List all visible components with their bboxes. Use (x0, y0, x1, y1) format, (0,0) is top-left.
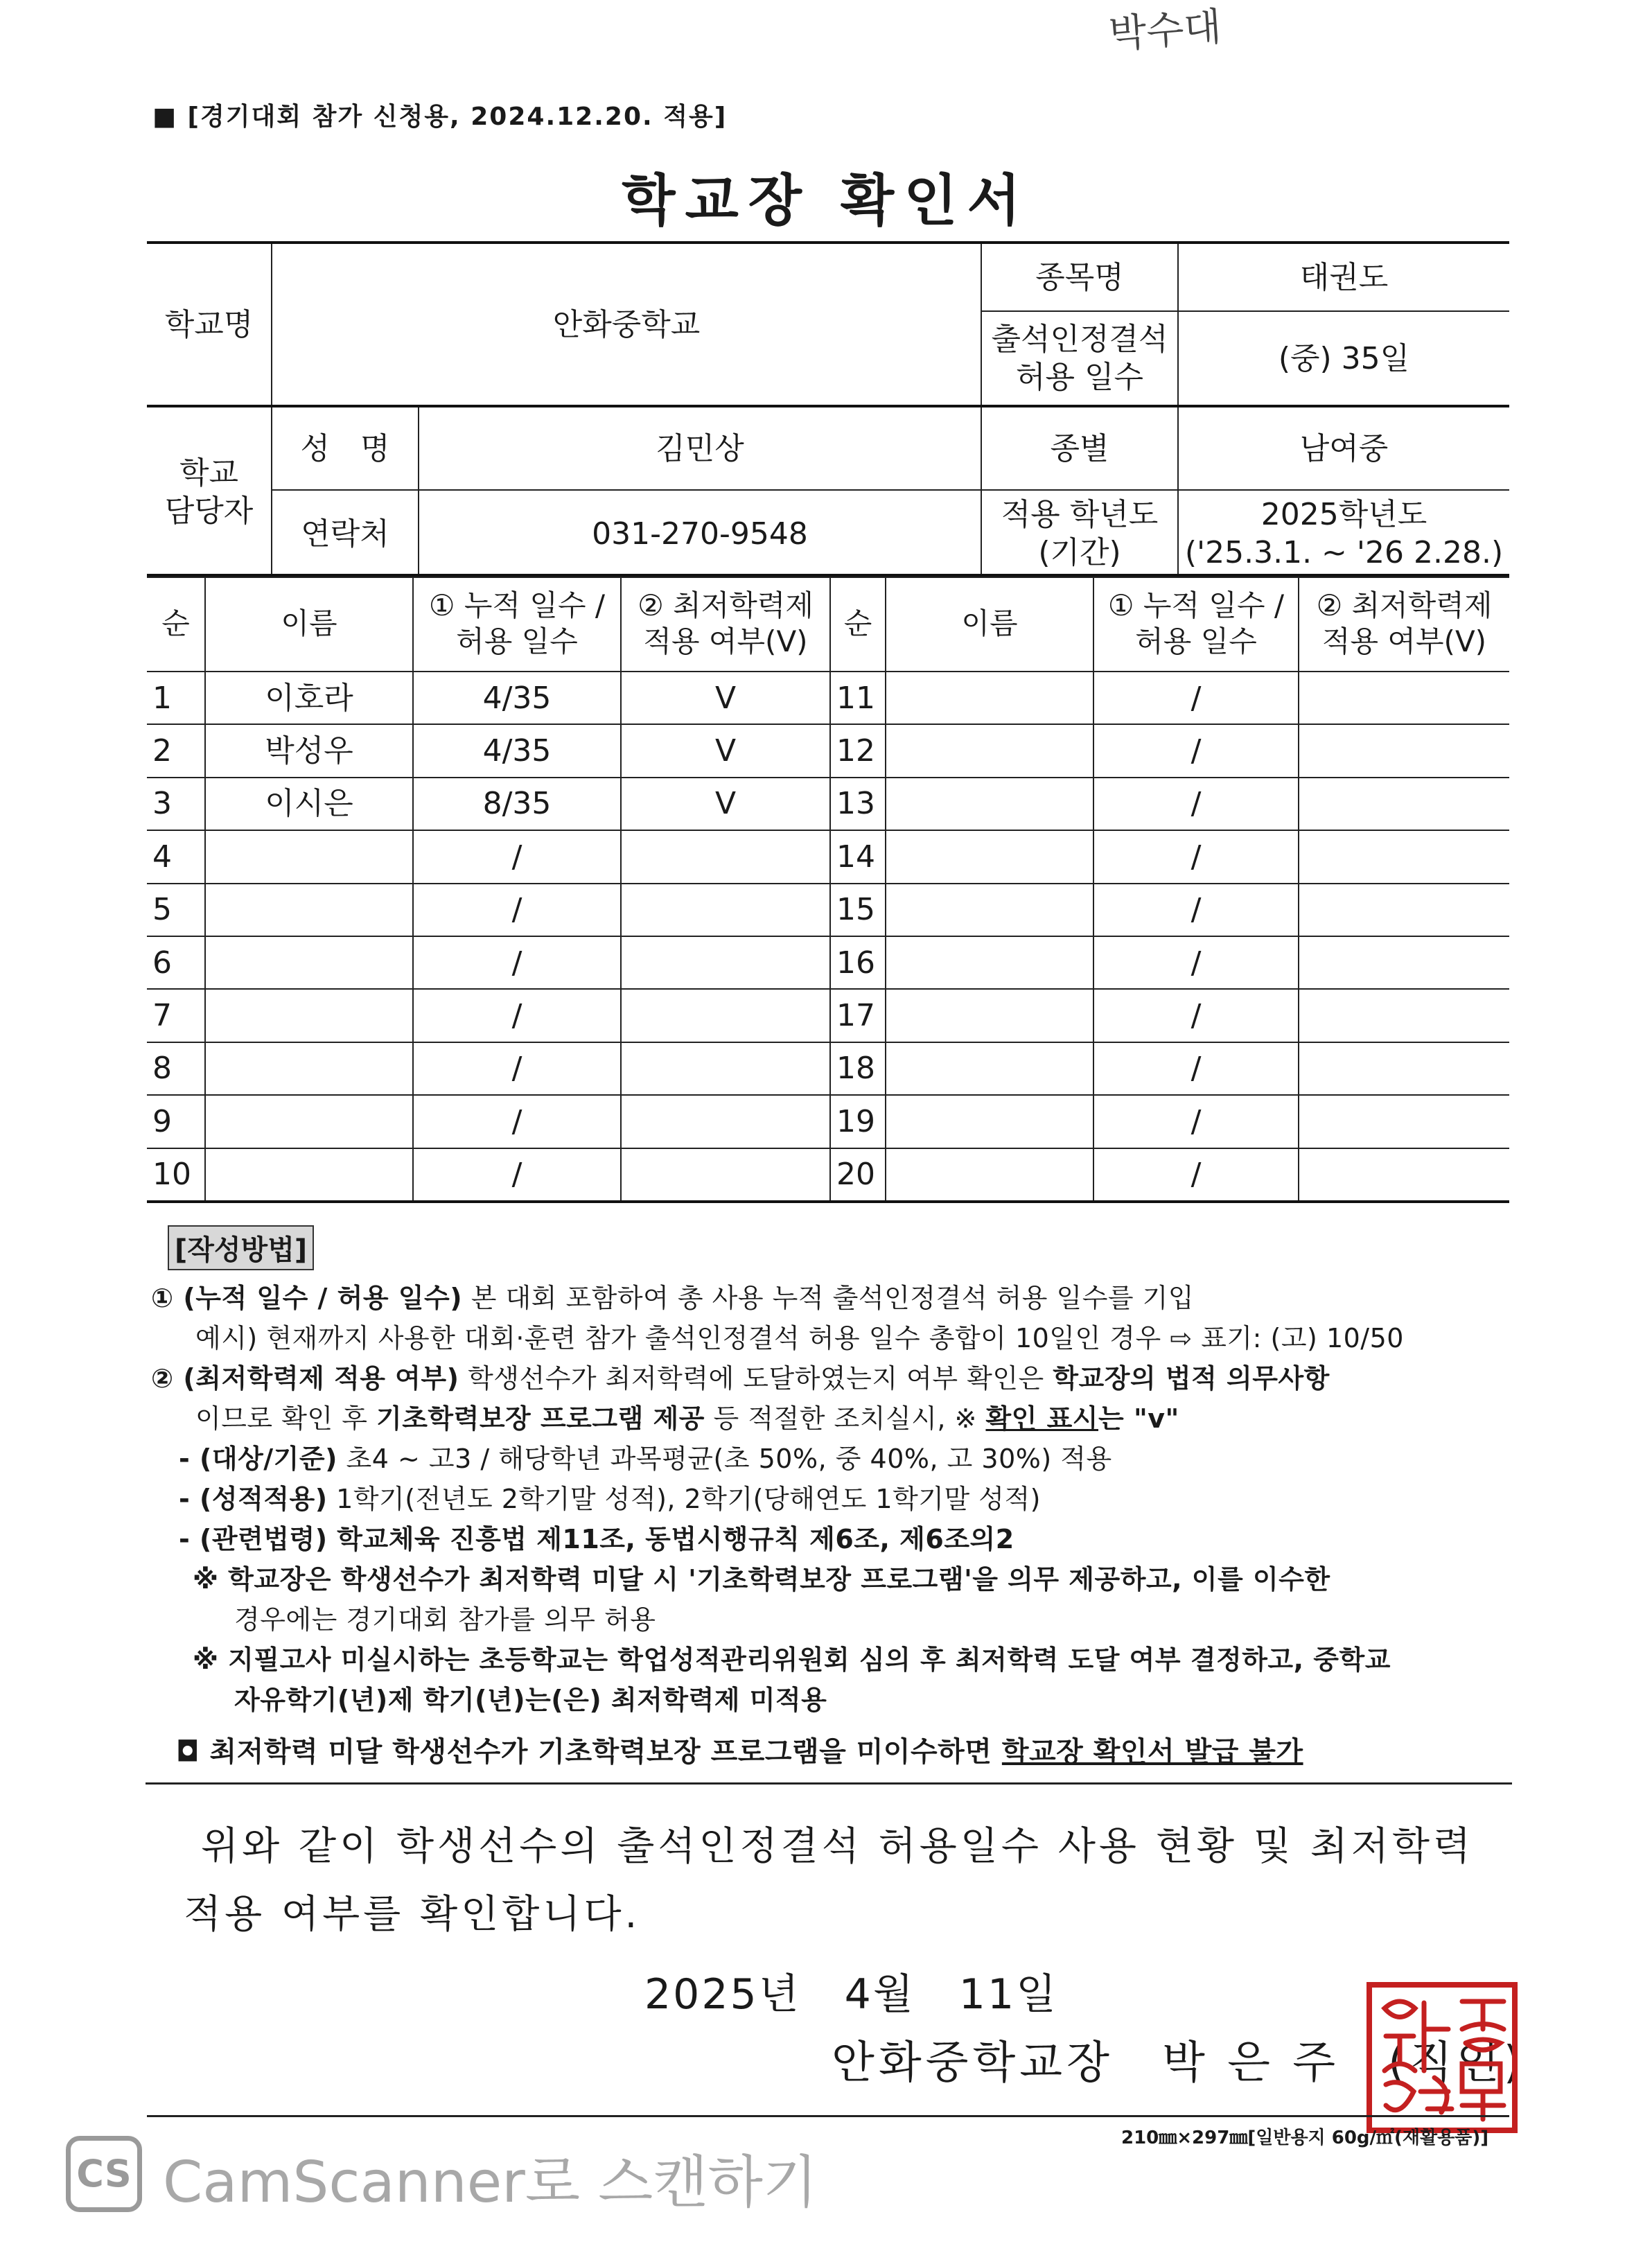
roster-days-cell: / (413, 830, 621, 883)
method-detail-grades-text: 1학기(전년도 2학기말 성적), 2학기(당해연도 1학기말 성적) (327, 1484, 1042, 1514)
roster-days-cell: / (1093, 884, 1299, 936)
closing-statement-line2: 적용 여부를 확인합니다. (184, 1892, 641, 1937)
method-final-warning-b: 학교장 확인서 발급 불가 (1001, 1736, 1303, 1768)
table-row (147, 1095, 1509, 1148)
roster-check-cell: V (621, 778, 830, 830)
method-item-2-head: ② (최저학력제 적용 여부) (151, 1363, 459, 1394)
roster-name-cell: 이시은 (205, 778, 413, 830)
roster-check-cell (1299, 989, 1509, 1042)
method-detail-target-text: 초4 ~ 고3 / 해당학년 과목평균(초 50%, 중 40%, 고 30%) 적용 (337, 1444, 1112, 1474)
camscanner-watermark: CamScanner로 스캔하기 (163, 2150, 818, 2216)
method-item-1 (151, 1277, 1194, 1315)
manager-name-value: 김민상 (419, 406, 981, 490)
header-days: ① 누적 일수 / 허용 일수 (1093, 575, 1299, 672)
allowed-days-value: (중) 35일 (1178, 311, 1509, 406)
roster-check-cell (1299, 936, 1509, 989)
handwritten-note: 박수대 (1107, 4, 1223, 58)
allowed-days-label: 출석인정결석 허용 일수 (981, 311, 1178, 406)
method-detail-grades (179, 1478, 1041, 1516)
document-date: 2025년 4월 11일 (644, 1970, 1059, 2019)
roster-check-cell (1299, 1148, 1509, 1202)
method-detail-law-head: - (관련법령) (179, 1524, 328, 1554)
method-final-warning (176, 1730, 1303, 1769)
header-no: 순 (830, 575, 886, 672)
method-note-2-line1-text: ※ 지필고사 미실시하는 초등학교는 학업성적관리위원회 심의 후 최저학력 도달 여부 결정하고, 중학교 (193, 1645, 1391, 1675)
event-value: 태권도 (1178, 243, 1509, 311)
table-row (147, 989, 1509, 1042)
method-note-2-line2-text: 자유학기(년)제 학기(년)는(은) 최저학력제 미적용 (234, 1685, 827, 1715)
method-note-1-line1-text: ※ 학교장은 학생선수가 최저학력 미달 시 '기초학력보장 프로그램'을 의무 제공하고, 이를 이수한 (193, 1564, 1330, 1595)
roster-days-cell: / (413, 1148, 621, 1202)
school-year-label: 적용 학년도 (기간) (981, 490, 1178, 577)
roster-no-cell: 14 (830, 830, 886, 883)
method-item-1-head: ① (누적 일수 / 허용 일수) (151, 1283, 463, 1313)
method-note-1-line1 (193, 1558, 1330, 1596)
method-final-warning-a: ◘ 최저학력 미달 학생선수가 기초학력보장 프로그램을 미이수하면 (176, 1736, 1002, 1768)
roster-check-cell (621, 1042, 830, 1095)
roster-no-cell: 17 (830, 989, 886, 1042)
principal-signature: 안화중학교장 박 은 주 (직인) (832, 2037, 1525, 2089)
header-check: ② 최저학력제 적용 여부(V) (621, 575, 830, 672)
table-row (147, 830, 1509, 883)
roster-days-cell: / (413, 1042, 621, 1095)
contact-value: 031-270-9548 (419, 490, 981, 577)
roster-name-cell (205, 1042, 413, 1095)
roster-name-cell (886, 936, 1093, 989)
method-item-1-text: 본 대회 포함하여 총 사용 누적 출석인정결석 허용 일수를 기입 (462, 1283, 1195, 1313)
roster-check-cell: V (621, 672, 830, 724)
roster-check-cell (1299, 724, 1509, 777)
roster-days-cell: / (1093, 724, 1299, 777)
roster-name-cell (886, 884, 1093, 936)
method-detail-grades-head: - (성적적용) (179, 1484, 328, 1514)
roster-check-cell (621, 830, 830, 883)
roster-check-cell (621, 936, 830, 989)
method-item-2-bold: 학교장의 법적 의무사항 (1053, 1363, 1330, 1394)
header-name: 이름 (205, 575, 413, 672)
manager-name-label: 성 명 (272, 406, 419, 490)
document-header-line: ■ [경기대회 참가 신청용, 2024.12.20. 적용] (152, 103, 728, 131)
roster-no-cell: 11 (830, 672, 886, 724)
school-info-table (147, 241, 1509, 578)
roster-no-cell: 13 (830, 778, 886, 830)
roster-name-cell (886, 1095, 1093, 1148)
roster-days-cell: / (413, 1095, 621, 1148)
roster-days-cell: / (1093, 1148, 1299, 1202)
roster-no-cell: 12 (830, 724, 886, 777)
method-note-2-line2 (234, 1678, 827, 1717)
school-name-label: 학교명 (147, 243, 272, 406)
roster-name-cell (205, 989, 413, 1042)
roster-no-cell: 1 (147, 672, 205, 724)
roster-name-cell (886, 989, 1093, 1042)
roster-days-cell: / (413, 884, 621, 936)
school-year-value: 2025학년도 ('25.3.1. ~ '26 2.28.) (1178, 490, 1509, 577)
roster-name-cell: 박성우 (205, 724, 413, 777)
category-value: 남여중 (1178, 406, 1509, 490)
table-row (147, 936, 1509, 989)
bottom-rule (147, 2115, 1509, 2117)
roster-name-cell (205, 936, 413, 989)
method-item-1-example: 예시) 현재까지 사용한 대회·훈련 참가 출석인정결석 허용 일수 총합이 10일인 경우 ⇨ 표기: (고) 10/50 (195, 1323, 1404, 1353)
method-detail-law-text: 학교체육 진흥법 제11조, 동법시행규칙 제6조, 제6조의2 (327, 1524, 1014, 1554)
category-label: 종별 (981, 406, 1178, 490)
roster-no-cell: 6 (147, 936, 205, 989)
method-note-1-line2: 경우에는 경기대회 참가를 의무 허용 (234, 1604, 656, 1635)
roster-check-cell: V (621, 724, 830, 777)
header-check: ② 최저학력제 적용 여부(V) (1299, 575, 1509, 672)
roster-no-cell: 15 (830, 884, 886, 936)
school-name-value: 안화중학교 (272, 243, 981, 406)
roster-no-cell: 16 (830, 936, 886, 989)
method-item-2-line2-a: 이므로 확인 후 (195, 1403, 376, 1434)
method-item-2-line2-e: 는 "v" (1098, 1403, 1179, 1434)
roster-days-cell: / (1093, 1042, 1299, 1095)
method-item-2-line2-b: 기초학력보장 프로그램 제공 (376, 1403, 705, 1434)
camscanner-logo-icon: CS (66, 2136, 142, 2212)
roster-name-cell: 이호라 (205, 672, 413, 724)
method-item-2 (151, 1357, 1330, 1395)
roster-days-cell: / (413, 989, 621, 1042)
roster-days-cell: / (1093, 672, 1299, 724)
roster-name-cell (886, 830, 1093, 883)
roster-no-cell: 3 (147, 778, 205, 830)
roster-check-cell (1299, 1042, 1509, 1095)
official-seal-icon (1367, 1982, 1518, 2133)
roster-check-cell (621, 884, 830, 936)
roster-check-cell (1299, 778, 1509, 830)
roster-check-cell (1299, 672, 1509, 724)
roster-no-cell: 9 (147, 1095, 205, 1148)
method-item-2-line2-d: 확인 표시 (985, 1403, 1099, 1434)
method-detail-target (179, 1437, 1112, 1475)
roster-days-cell: / (413, 936, 621, 989)
header-name: 이름 (886, 575, 1093, 672)
header-days: ① 누적 일수 / 허용 일수 (413, 575, 621, 672)
roster-no-cell: 2 (147, 724, 205, 777)
roster-check-cell (1299, 830, 1509, 883)
roster-check-cell (621, 989, 830, 1042)
roster-name-cell (205, 884, 413, 936)
roster-name-cell (886, 778, 1093, 830)
roster-no-cell: 8 (147, 1042, 205, 1095)
roster-days-cell: 4/35 (413, 672, 621, 724)
roster-days-cell: 8/35 (413, 778, 621, 830)
roster-no-cell: 19 (830, 1095, 886, 1148)
method-section-label: [작성방법] (168, 1225, 314, 1270)
roster-name-cell (886, 1148, 1093, 1202)
roster-name-cell (205, 830, 413, 883)
roster-no-cell: 4 (147, 830, 205, 883)
closing-statement-line1: 위와 같이 학생선수의 출석인정결석 허용일수 사용 현황 및 최저학력 (201, 1824, 1475, 1869)
roster-days-cell: / (1093, 1095, 1299, 1148)
contact-label: 연락처 (272, 490, 419, 577)
school-manager-label: 학교 담당자 (147, 406, 272, 577)
table-row (147, 1042, 1509, 1095)
roster-name-cell (886, 672, 1093, 724)
roster-days-cell: / (1093, 936, 1299, 989)
roster-no-cell: 10 (147, 1148, 205, 1202)
table-row (147, 1148, 1509, 1202)
table-row (147, 884, 1509, 936)
method-note-2-line1 (193, 1638, 1391, 1676)
roster-name-cell (886, 724, 1093, 777)
roster-check-cell (1299, 884, 1509, 936)
roster-check-cell (621, 1095, 830, 1148)
event-label: 종목명 (981, 243, 1178, 311)
roster-no-cell: 20 (830, 1148, 886, 1202)
roster-name-cell (205, 1095, 413, 1148)
roster-no-cell: 5 (147, 884, 205, 936)
roster-no-cell: 7 (147, 989, 205, 1042)
method-detail-target-head: - (대상/기준) (179, 1444, 337, 1474)
header-no: 순 (147, 575, 205, 672)
roster-name-cell (205, 1148, 413, 1202)
section-divider (146, 1782, 1512, 1785)
roster-days-cell: / (1093, 989, 1299, 1042)
document-title: 학교장 확인서 (622, 168, 1030, 233)
roster-check-cell (1299, 1095, 1509, 1148)
method-detail-law (179, 1518, 1014, 1556)
roster-days-cell: 4/35 (413, 724, 621, 777)
student-roster-table (147, 574, 1509, 1203)
table-row (147, 724, 1509, 777)
method-item-2-line2 (195, 1397, 1179, 1435)
roster-check-cell (621, 1148, 830, 1202)
table-row (147, 672, 1509, 724)
table-row (147, 778, 1509, 830)
roster-days-cell: / (1093, 830, 1299, 883)
roster-name-cell (886, 1042, 1093, 1095)
roster-no-cell: 18 (830, 1042, 886, 1095)
roster-days-cell: / (1093, 778, 1299, 830)
paper-spec: 210㎜×297㎜[일반용지 60g/㎡(재활용품)] (1121, 2128, 1489, 2148)
method-item-2-line2-c: 등 적절한 조치실시, ※ (704, 1403, 986, 1434)
method-item-2-text: 학생선수가 최저학력에 도달하였는지 여부 확인은 (459, 1363, 1053, 1394)
